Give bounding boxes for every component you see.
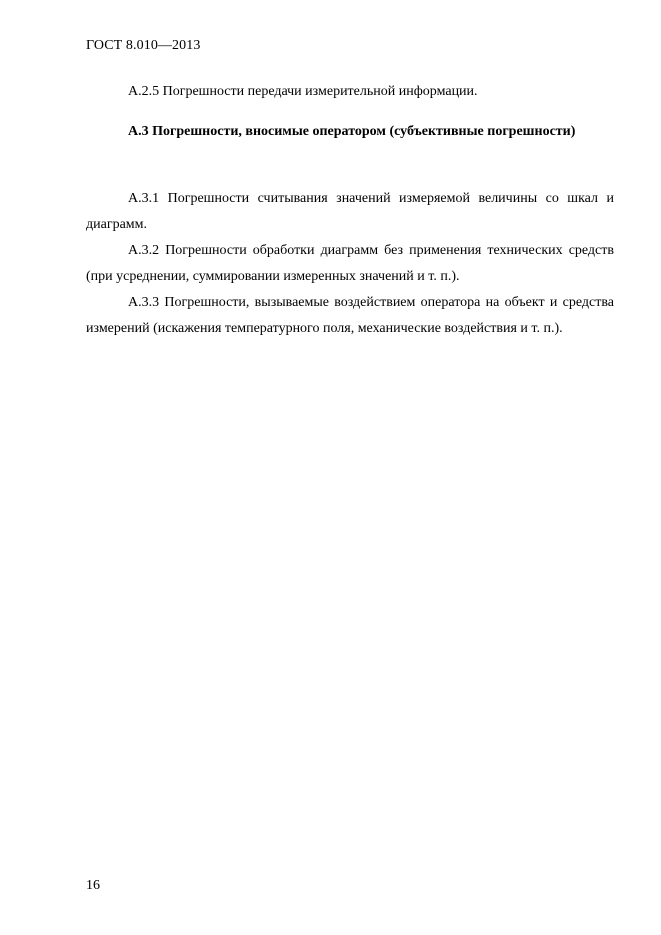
paragraph-a-2-5: А.2.5 Погрешности передачи измерительной информации. bbox=[128, 84, 478, 99]
paragraph-a-3-1: А.3.1 Погрешности считывания значений измеряемой величины со шкал и диаграмм. bbox=[86, 191, 614, 232]
paragraph-a-3-2: А.3.2 Погрешности обработки диаграмм без применения технических средств (при усреднении, суммировании измеренных значений и т. п.). bbox=[86, 243, 614, 284]
document-header: ГОСТ 8.010—2013 bbox=[86, 38, 201, 53]
paragraph-a-3-3: А.3.3 Погрешности, вызываемые воздействием оператора на объект и средства измерений (искажения температурного поля, механические воздействия и т. п.). bbox=[86, 295, 614, 336]
page-number: 16 bbox=[86, 878, 100, 893]
section-heading-a-3: А.3 Погрешности, вносимые оператором (субъективные погрешности) bbox=[128, 124, 576, 139]
